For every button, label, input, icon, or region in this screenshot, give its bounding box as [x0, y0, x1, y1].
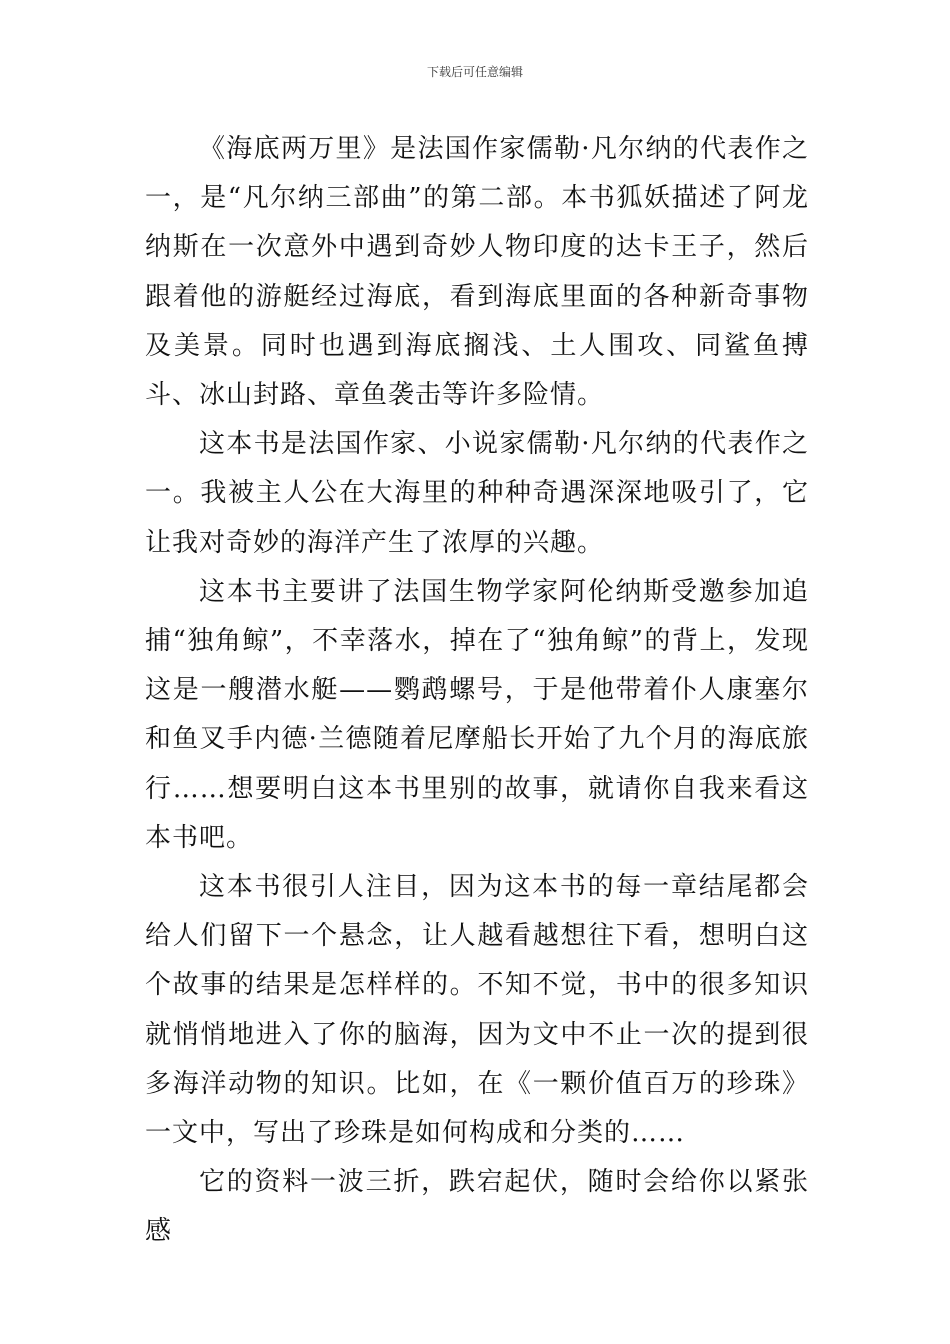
document-body	[145, 125, 809, 1257]
paragraph-author: 这本书是法国作家、小说家儒勒·凡尔纳的代表作之一。我被主人公在大海里的种种奇遇深深地吸引了，它让我对奇妙的海洋产生了浓厚的兴趣。	[145, 429, 809, 558]
paragraph-plot: 这本书主要讲了法国生物学家阿伦纳斯受邀参加追捕“独角鲸”，不幸落水，掉在了“独角鲸”的背上，发现这是一艘潜水艇——鹦鹉螺号，于是他带着仆人康塞尔和鱼叉手内德·兰德随着尼摩船长开始了九个月的海底旅行……想要明白这本书里别的故事，就请你自我来看这本书吧。	[145, 576, 809, 853]
paragraph-intro: 《海底两万里》是法国作家儒勒·凡尔纳的代表作之一，是“凡尔纳三部曲”的第二部。本书狐妖描述了阿龙纳斯在一次意外中遇到奇妙人物印度的达卡王子，然后跟着他的游艇经过海底，看到海底里面的各种新奇事物及美景。同时也遇到海底搁浅、土人围攻、同鲨鱼搏斗、冰山封路、章鱼袭击等许多险情。	[145, 134, 809, 411]
paragraph-tension: 它的资料一波三折，跌宕起伏，随时会给你以紧张感	[145, 1167, 809, 1247]
page-header-note: 下载后可任意编辑	[426, 65, 523, 79]
paragraph-suspense: 这本书很引人注目，因为这本书的每一章结尾都会给人们留下一个悬念，让人越看越想往下看，想明白这个故事的结果是怎样样的。不知不觉，书中的很多知识就悄悄地进入了你的脑海，因为文中不止一次的提到很多海洋动物的知识。比如，在《一颗价值百万的珍珠》一文中，写出了珍珠是如何构成和分类的……	[145, 872, 809, 1149]
